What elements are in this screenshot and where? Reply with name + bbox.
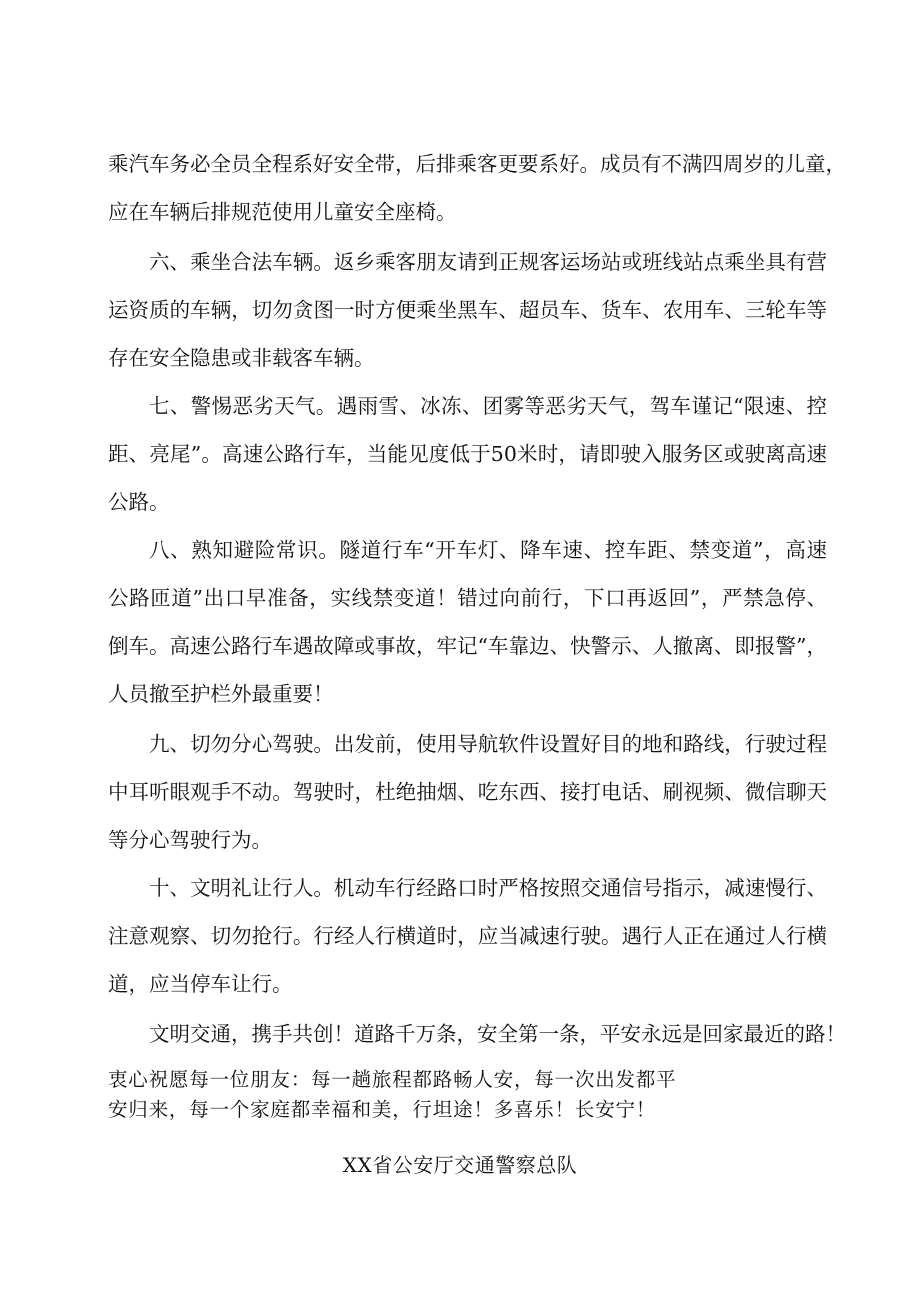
text-line-16: 十、文明礼让行人。机动车行经路口时严格按照交通信号指示，减速慢行、 xyxy=(149,876,827,900)
text-line-13: 九、切勿分心驾驶。出发前，使用导航软件设置好目的地和路线，行驶过程 xyxy=(149,732,827,756)
text-line-4: 运资质的车辆，切勿贪图一时方便乘坐黑车、超员车、货车、农用车、三轮车等 xyxy=(108,298,827,322)
text-line-9: 八、熟知避险常识。隧道行车“开车灯、降车速、控车距、禁变道”，高速 xyxy=(149,538,827,562)
text-line-14: 中耳听眼观手不动。驾驶时，杜绝抽烟、吃东西、接打电话、刷视频、微信聊天 xyxy=(108,780,827,804)
signature: XX省公安厅交通警察总队 xyxy=(342,1153,578,1177)
text-line-7: 距、亮尾”。高速公路行车，当能见度低于50米时，请即驶入服务区或驶离高速 xyxy=(108,442,827,466)
closing-line-2: 衷心祝愿每一位朋友：每一趟旅程都路畅人安，每一次出发都平 xyxy=(108,1068,677,1091)
text-line-18: 道，应当停车让行。 xyxy=(108,972,293,996)
document-body xyxy=(108,0,846,1301)
text-line-2: 应在车辆后排规范使用儿童安全座椅。 xyxy=(108,200,457,224)
text-line-11: 倒车。高速公路行车遇故障或事故，牢记“车靠边、快警示、人撤离、即报警”， xyxy=(108,634,827,658)
text-line-6: 七、警惕恶劣天气。遇雨雪、冰冻、团雾等恶劣天气，驾车谨记“限速、控 xyxy=(149,394,827,418)
text-line-10: 公路匝道”出口早准备，实线禁变道！错过向前行，下口再返回”，严禁急停、 xyxy=(108,586,827,610)
text-line-15: 等分心驾驶行为。 xyxy=(108,828,272,852)
text-line-8: 公路。 xyxy=(108,490,170,514)
text-line-1: 乘汽车务必全员全程系好安全带，后排乘客更要系好。成员有不满四周岁的儿童， xyxy=(108,152,846,176)
text-line-3: 六、乘坐合法车辆。返乡乘客朋友请到正规客运场站或班线站点乘坐具有营 xyxy=(149,250,827,274)
closing-line-1: 文明交通，携手共创！道路千万条，安全第一条，平安永远是回家最近的路！ xyxy=(149,1022,846,1046)
text-line-17: 注意观察、切勿抢行。行经人行横道时，应当减速行驶。遇行人正在通过人行横 xyxy=(108,924,827,948)
text-line-5: 存在安全隐患或非载客车辆。 xyxy=(108,346,375,370)
closing-line-3: 安归来，每一个家庭都幸福和美，行坦途！多喜乐！长安宁！ xyxy=(108,1098,657,1121)
text-line-12: 人员撤至护栏外最重要！ xyxy=(108,682,334,706)
